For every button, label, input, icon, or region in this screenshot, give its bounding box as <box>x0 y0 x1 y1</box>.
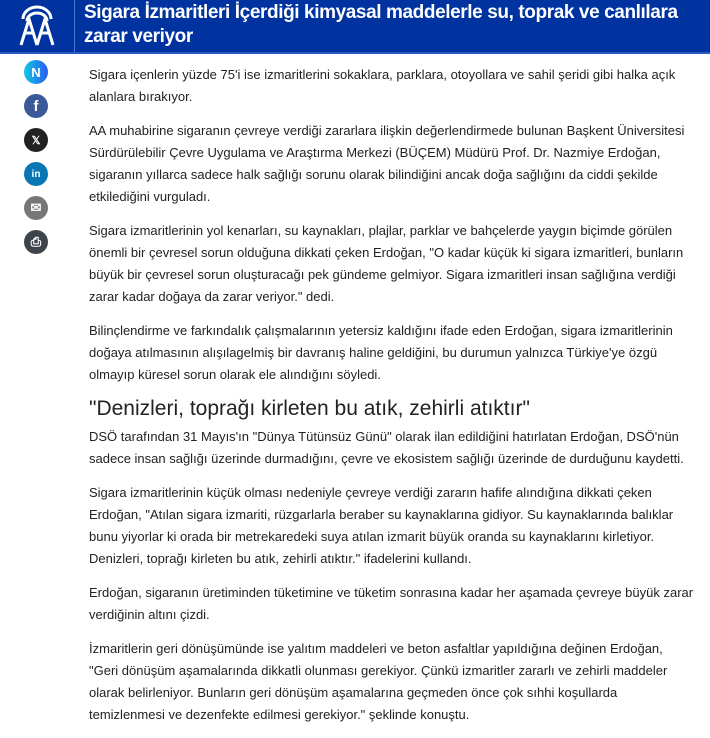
aa-logo-icon <box>15 5 59 47</box>
mail-share-button[interactable] <box>24 196 48 220</box>
paragraph: DSÖ tarafından 31 Mayıs'ın "Dünya Tütünsüz Günü" olarak ilan edildiğini hatırlatan Erdoğan, DSÖ'nün sadece insan sağlığı üzerinde durmadığını, çevre ve ekosistem sağlığı üzerinde de durduğunu kaydetti. <box>89 429 684 466</box>
header-bar <box>0 0 710 54</box>
section-heading: "Denizleri, toprağı kirleten bu atık, zehirli atıktır" <box>89 397 530 420</box>
paragraph: Sigara izmaritlerinin küçük olması nedeniyle çevreye verdiği zararın hafife alındığına dikkati çeken Erdoğan, "Atılan sigara izmariti, rüzgarlarla beraber su kaynaklarına gidiyor. Su kaynaklarında balıklar bunu yiyorlar ki orada bir metrekaredeki suya atılan izmarit büyük oranda su kaynaklarını kirletiyor. Denizleri, toprağı kirleten bu atık, zehirli atıktır." ifadelerini kullandı. <box>89 485 674 566</box>
linkedin-share-button[interactable] <box>24 162 48 186</box>
paragraph: Erdoğan, sigaranın üretiminden tüketimine ve tüketim sonrasına kadar her aşamada çevreye büyük zarar verdiğinin altını çizdi. <box>89 585 694 622</box>
x-icon: 𝕏 <box>31 134 41 147</box>
linkedin-icon: in <box>31 168 41 180</box>
news-icon: N <box>31 64 41 80</box>
news-share-button[interactable] <box>24 60 48 84</box>
print-icon: ⎙ <box>30 234 42 249</box>
article-title: Sigara İzmaritleri İçerdiği kimyasal maddelerle su, toprak ve canlılara zarar veriyor <box>84 2 678 47</box>
print-button[interactable] <box>24 230 48 254</box>
share-bar <box>24 60 48 264</box>
paragraph: Bilinçlendirme ve farkındalık çalışmalarının yetersiz kaldığını ifade eden Erdoğan, sigara izmaritlerinin doğaya atılmasının alışılagelmiş bir davranış haline geldiğini, bu durumun yalnızca Türkiye'ye özgü olmayıp küresel sorun olarak ele alındığını söyledi. <box>89 323 673 382</box>
facebook-share-button[interactable] <box>24 94 48 118</box>
article-body <box>89 64 695 738</box>
paragraph: AA muhabirine sigaranın çevreye verdiği zararlara ilişkin değerlendirmede bulunan Başkent Üniversitesi Sürdürülebilir Çevre Uygulama ve Araştırma Merkezi (BÜÇEM) Müdürü Prof. Dr. Nazmiye Erdoğan, sigaranın yıllarca sadece halk sağlığı sorunu olarak bilindiğini ancak doğa sağlığını da ciddi şekilde etkilediğini vurguladı. <box>89 123 685 204</box>
mail-icon: ✉ <box>30 200 42 215</box>
paragraph: Sigara içenlerin yüzde 75'i ise izmaritlerini sokaklara, parklara, otoyollara ve sahil şeridi gibi halka açık alanlara bırakıyor. <box>89 67 676 104</box>
paragraph: Sigara izmaritlerinin yol kenarları, su kaynakları, plajlar, parklar ve bahçelerde yaygın biçimde görülen önemli bir çevresel sorun olduğuna dikkati çeken Erdoğan, "O kadar küçük ki sigara izmaritleri, bunların büyük bir çevresel sorun oluşturacağı pek gündeme gelmiyor. Sigara izmaritleri insan sağlığına verdiği zarar kadar doğaya da zarar veriyor." dedi. <box>89 223 684 304</box>
paragraph: İzmaritlerin geri dönüşümünde ise yalıtım maddeleri ve beton asfaltlar yapıldığına değinen Erdoğan, "Geri dönüşüm aşamalarında dikkatli olunması gerekiyor. Çünkü izmaritler zararlı ve zehirli maddeler olarak belirleniyor. Bunların geri dönüşüm aşamalarına geçmeden önce çok sıhhi koşullarda temizlenmesi ve dezenfekte edilmesi gerekiyor." şeklinde konuştu. <box>89 641 668 722</box>
facebook-icon: f <box>33 97 39 115</box>
x-share-button[interactable] <box>24 128 48 152</box>
aa-logo[interactable] <box>0 0 75 52</box>
